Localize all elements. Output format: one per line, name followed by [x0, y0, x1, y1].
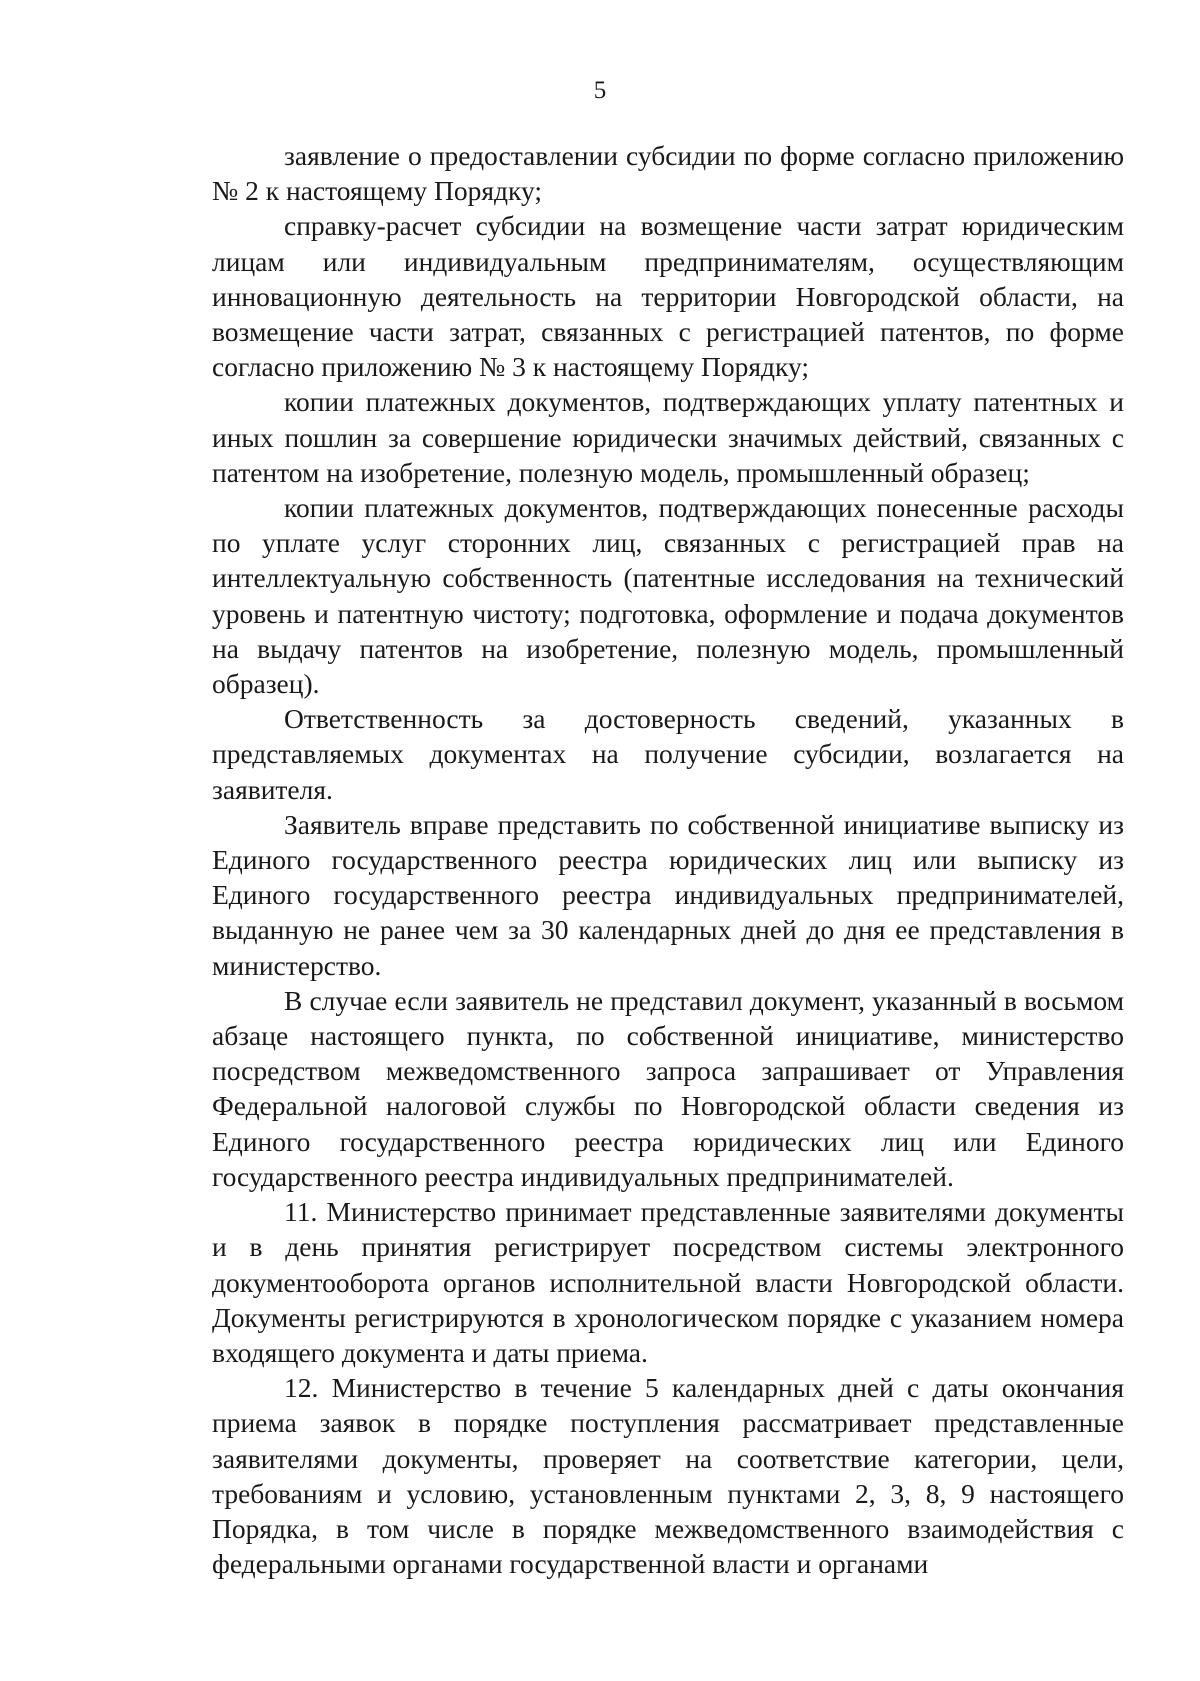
- paragraph-payment-services: копии платежных документов, подтверждающих понесенные расходы по уплате услуг сторонних лиц, связанных с регистрацией прав на интеллектуальную собственность (патентные исследования на технический уровень и патентную чистоту; подготовка, оформление и подача документов на выдачу патентов на изобретение, полезную модель, промышленный образец).: [212, 492, 1124, 700]
- paragraph-subsidy-calculation: справку-расчет субсидии на возмещение части затрат юридическим лицам или индивидуальным предпринимателям, осуществляющим инновационную деятельность на территории Новгородской области, на возмещение части затрат, связанных с регистрацией патентов, по форме согласно приложению № 3 к настоящему Порядку;: [212, 210, 1124, 383]
- paragraph-interagency-request: В случае если заявитель не представил документ, указанный в восьмом абзаце настоящего пункта, по собственной инициативе, министерство посредством межведомственного запроса запрашивает от Управления Федеральной налоговой службы по Новгородской области сведения из Единого государственного реестра юридических лиц или Единого государственного реестра индивидуальных предпринимателей.: [212, 984, 1124, 1192]
- document-body: [212, 138, 1124, 1581]
- page-number: 5: [593, 77, 607, 104]
- paragraph-responsibility: Ответственность за достоверность сведений, указанных в представляемых документах на получение субсидии, возлагается на заявителя.: [212, 703, 1124, 805]
- paragraph-registry-extract: Заявитель вправе представить по собственной инициативе выписку из Единого государственного реестра юридических лиц или выписку из Единого государственного реестра индивидуальных предпринимателей, выданную не ранее чем за 30 календарных дней до дня ее представления в министерство.: [212, 808, 1124, 981]
- paragraph-item-12: 12. Министерство в течение 5 календарных дней с даты окончания приема заявок в порядке поступления рассматривает представленные заявителями документы, проверяет на соответствие категории, цели, требованиям и условию, установленным пунктами 2, 3, 8, 9 настоящего Порядка, в том числе в порядке межведомственного взаимодействия с федеральными органами государственной власти и органами: [212, 1372, 1124, 1580]
- paragraph-application-form: заявление о предоставлении субсидии по форме согласно приложению № 2 к настоящему Порядку;: [212, 140, 1124, 207]
- paragraph-item-11: 11. Министерство принимает представленные заявителями документы и в день принятия регистрирует посредством системы электронного документооборота органов исполнительной власти Новгородской области. Документы регистрируются в хронологическом порядке с указанием номера входящего документа и даты приема.: [212, 1196, 1124, 1368]
- paragraph-payment-fees: копии платежных документов, подтверждающих уплату патентных и иных пошлин за совершение юридически значимых действий, связанных с патентом на изобретение, полезную модель, промышленный образец;: [212, 386, 1124, 488]
